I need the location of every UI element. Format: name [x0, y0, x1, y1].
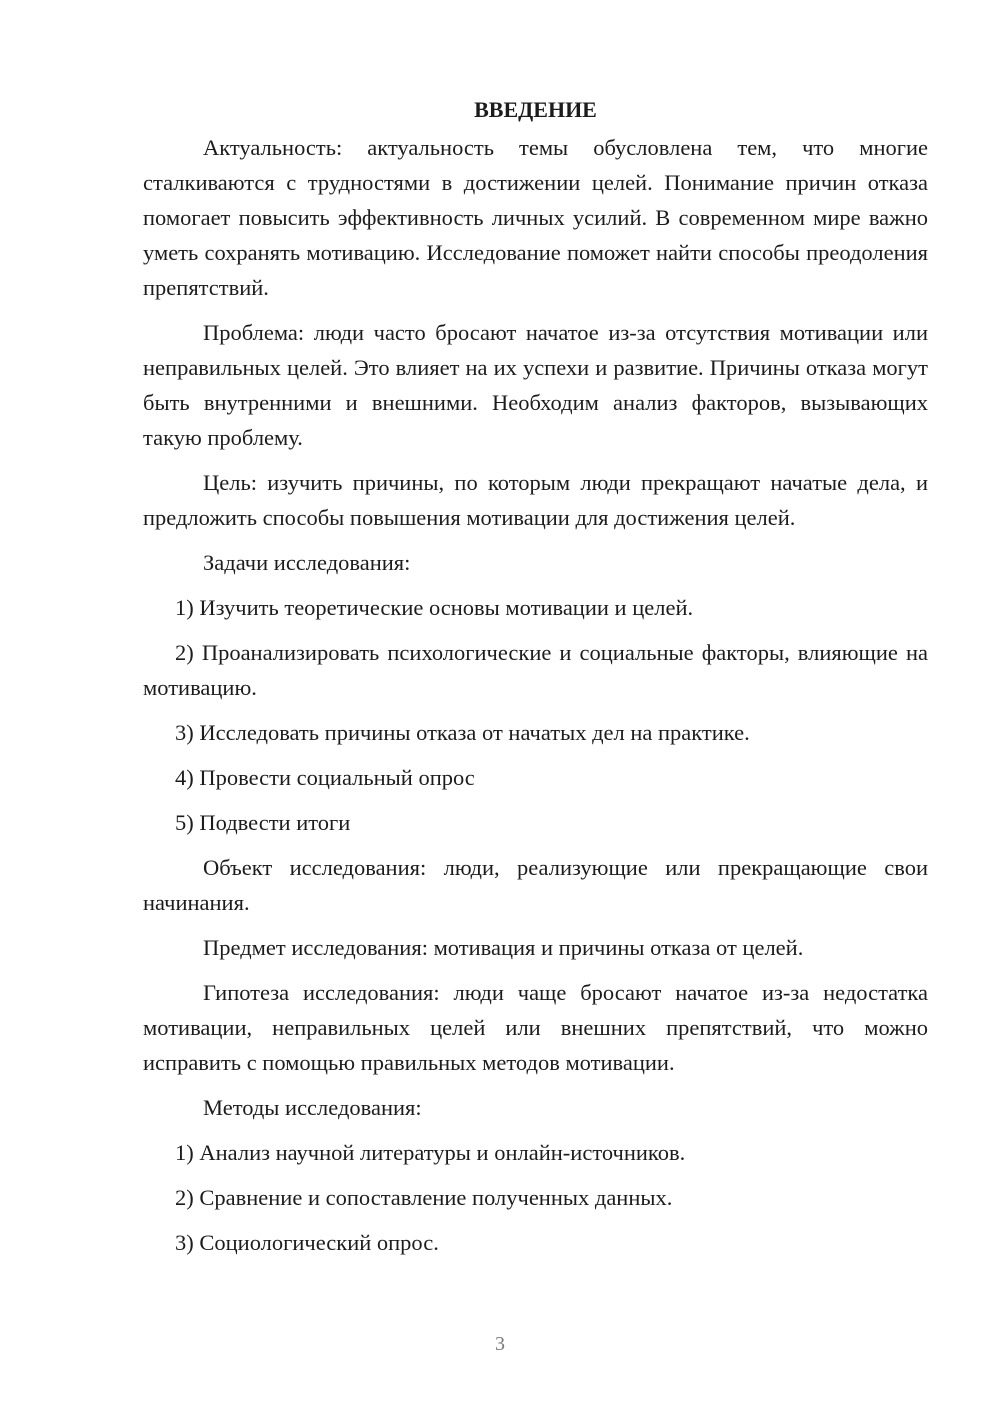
problem-paragraph: Проблема: люди часто бросают начатое из-за отсутствия мотивации или неправильных целей. Это влияет на их успехи и развитие. Причины отказа могут быть внутренними и внешними. Необходим анализ факторов, вызывающих такую проблему. — [143, 320, 928, 450]
task-item-1: 1) Изучить теоретические основы мотивации и целей. — [175, 595, 694, 620]
page-number: 3 — [495, 1333, 505, 1355]
goal-paragraph: Цель: изучить причины, по которым люди прекращают начатые дела, и предложить способы повышения мотивации для достижения целей. — [143, 470, 928, 530]
method-item-2: 2) Сравнение и сопоставление полученных данных. — [175, 1185, 673, 1210]
task-item-3: 3) Исследовать причины отказа от начатых дел на практике. — [175, 720, 750, 745]
methods-label: Методы исследования: — [203, 1095, 422, 1120]
page-content — [143, 94, 928, 1270]
page-heading: ВВЕДЕНИЕ — [474, 97, 597, 122]
relevance-paragraph: Актуальность: актуальность темы обусловлена тем, что многие сталкиваются с трудностями в достижении целей. Понимание причин отказа помогает повысить эффективность личных усилий. В современном мире важно уметь сохранять мотивацию. Исследование поможет найти способы преодоления препятствий. — [143, 135, 928, 300]
subject-paragraph: Предмет исследования: мотивация и причины отказа от целей. — [203, 935, 804, 960]
tasks-label: Задачи исследования: — [203, 550, 411, 575]
task-item-4: 4) Провести социальный опрос — [175, 765, 475, 790]
task-item-2: 2) Проанализировать психологические и социальные факторы, влияющие на мотивацию. — [143, 640, 928, 700]
object-paragraph: Объект исследования: люди, реализующие или прекращающие свои начинания. — [143, 855, 928, 915]
hypothesis-paragraph: Гипотеза исследования: люди чаще бросают начатое из-за недостатка мотивации, неправильных целей или внешних препятствий, что можно исправить с помощью правильных методов мотивации. — [143, 980, 928, 1075]
task-item-5: 5) Подвести итоги — [175, 810, 351, 835]
method-item-1: 1) Анализ научной литературы и онлайн-источников. — [175, 1140, 686, 1165]
method-item-3: 3) Социологический опрос. — [175, 1230, 439, 1255]
